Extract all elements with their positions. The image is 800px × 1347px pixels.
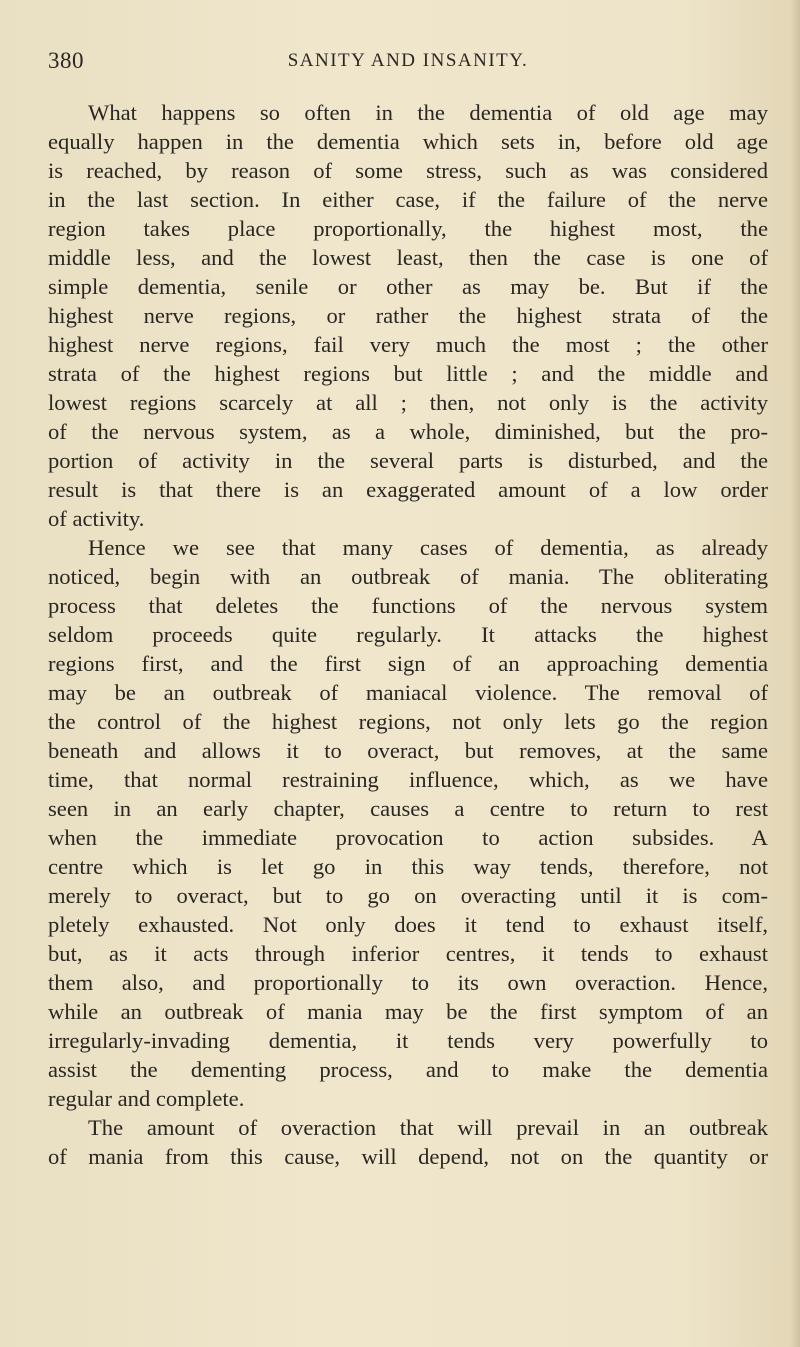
text-line: the control of the highest regions, not only lets go the region <box>48 709 768 734</box>
text-line: noticed, begin with an outbreak of mania. The obliterating <box>48 564 768 589</box>
text-line: seen in an early chapter, causes a centre to return to rest <box>48 796 768 821</box>
text-line: The amount of overaction that will prevail in an outbreak <box>88 1115 768 1140</box>
text-line: portion of activity in the several parts is disturbed, and the <box>48 448 768 473</box>
text-line: region takes place proportionally, the highest most, the <box>48 216 768 241</box>
text-line: highest nerve regions, fail very much the most ; the other <box>48 332 768 357</box>
text-line: equally happen in the dementia which sets in, before old age <box>48 129 768 154</box>
text-line: simple dementia, senile or other as may be. But if the <box>48 274 768 299</box>
text-line: irregularly-invading dementia, it tends very powerfully to <box>48 1028 768 1053</box>
text-line: of mania from this cause, will depend, not on the quantity or <box>48 1144 768 1169</box>
text-line: beneath and allows it to overact, but removes, at the same <box>48 738 768 763</box>
text-line: may be an outbreak of maniacal violence. The removal of <box>48 680 768 705</box>
text-line: assist the dementing process, and to make the dementia <box>48 1057 768 1082</box>
text-line: when the immediate provocation to action subsides. A <box>48 825 768 850</box>
text-line: in the last section. In either case, if the failure of the nerve <box>48 187 768 212</box>
text-line: merely to overact, but to go on overacting until it is com- <box>48 883 768 908</box>
text-line: result is that there is an exaggerated amount of a low order <box>48 477 768 502</box>
running-title: SANITY AND INSANITY. <box>287 50 529 71</box>
text-line: lowest regions scarcely at all ; then, not only is the activity <box>48 390 768 415</box>
text-line: pletely exhausted. Not only does it tend to exhaust itself, <box>48 912 768 937</box>
text-line: process that deletes the functions of the nervous system <box>48 593 768 618</box>
text-line: seldom proceeds quite regularly. It attacks the highest <box>48 622 768 647</box>
body-text <box>48 98 768 1171</box>
text-line: middle less, and the lowest least, then the case is one of <box>48 245 768 270</box>
text-line: of the nervous system, as a whole, diminished, but the pro- <box>48 419 768 444</box>
text-line: strata of the highest regions but little ; and the middle and <box>48 361 768 386</box>
text-line: is reached, by reason of some stress, such as was considered <box>48 158 768 183</box>
text-line: highest nerve regions, or rather the highest strata of the <box>48 303 768 328</box>
text-line: them also, and proportionally to its own overaction. Hence, <box>48 970 768 995</box>
text-line: What happens so often in the dementia of old age may <box>88 100 768 125</box>
text-line: of activity. <box>48 506 145 531</box>
text-line: but, as it acts through inferior centres, it tends to exhaust <box>48 941 768 966</box>
text-line: while an outbreak of mania may be the first symptom of an <box>48 999 768 1024</box>
text-line: Hence we see that many cases of dementia, as already <box>88 535 768 560</box>
text-line: time, that normal restraining influence, which, as we have <box>48 767 768 792</box>
page-edge-shadow <box>790 0 800 1347</box>
text-line: regular and complete. <box>48 1086 245 1111</box>
text-line: centre which is let go in this way tends, therefore, not <box>48 854 768 879</box>
page-number: 380 <box>48 48 84 73</box>
running-head <box>48 48 768 78</box>
text-line: regions first, and the first sign of an approaching dementia <box>48 651 768 676</box>
